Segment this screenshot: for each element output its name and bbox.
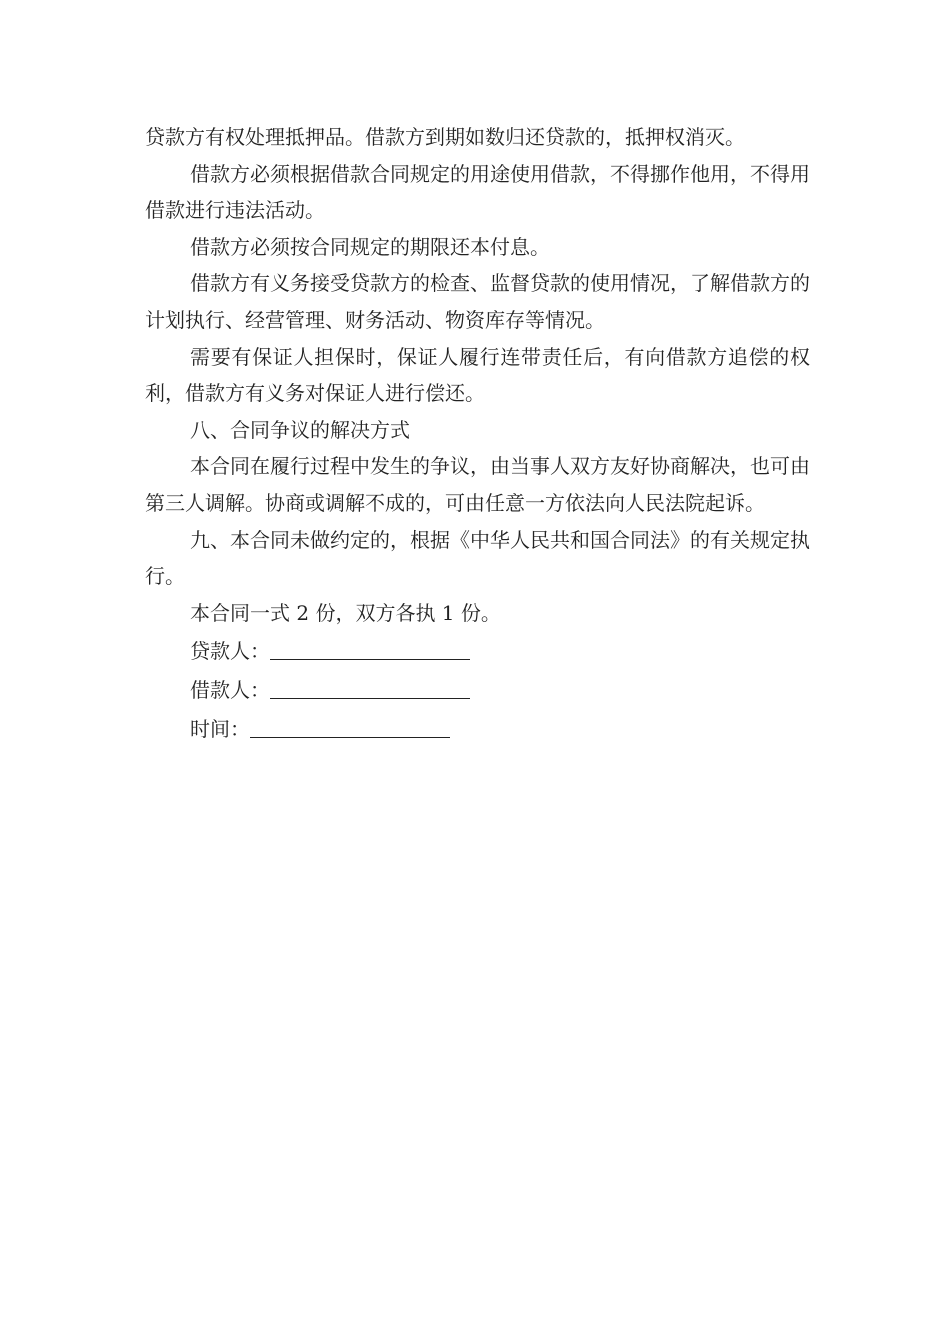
signature-date-row	[145, 709, 810, 748]
paragraph-copies: 本合同一式 2 份，双方各执 1 份。	[190, 600, 501, 625]
paragraph-repayment-term: 借款方必须按合同规定的期限还本付息。	[190, 234, 550, 259]
section-heading-dispute-resolution: 八、合同争议的解决方式	[190, 417, 410, 442]
paragraph-inspection-obligation: 借款方有义务接受贷款方的检查、监督贷款的使用情况，了解借款方的计划执行、经营管理、财务活动、物资库存等情况。	[145, 271, 810, 332]
paragraph-dispute-resolution: 本合同在履行过程中发生的争议，由当事人双方友好协商解决，也可由第三人调解。协商或调解不成的，可由任意一方依法向人民法院起诉。	[145, 454, 810, 515]
signature-borrower-label: 借款人：	[190, 677, 270, 702]
signature-lender-blank[interactable]	[270, 633, 470, 660]
signature-borrower-blank[interactable]	[270, 672, 470, 699]
document-body	[145, 119, 810, 747]
signature-borrower-row	[145, 670, 810, 709]
paragraph-collateral-disposal: 贷款方有权处理抵押品。借款方到期如数归还贷款的，抵押权消灭。	[145, 125, 745, 149]
signature-date-blank[interactable]	[250, 711, 450, 738]
paragraph-guarantor-recourse: 需要有保证人担保时，保证人履行连带责任后，有向借款方追偿的权利，借款方有义务对保证人进行偿还。	[145, 344, 810, 406]
paragraph-loan-usage: 借款方必须根据借款合同规定的用途使用借款，不得挪作他用，不得用借款进行违法活动。	[145, 161, 810, 223]
paragraph-unspecified-matters: 九、本合同未做约定的，根据《中华人民共和国合同法》的有关规定执行。	[145, 527, 810, 589]
signature-lender-row	[145, 631, 810, 670]
signature-date-label: 时间：	[190, 716, 250, 741]
signature-lender-label: 贷款人：	[190, 639, 270, 664]
